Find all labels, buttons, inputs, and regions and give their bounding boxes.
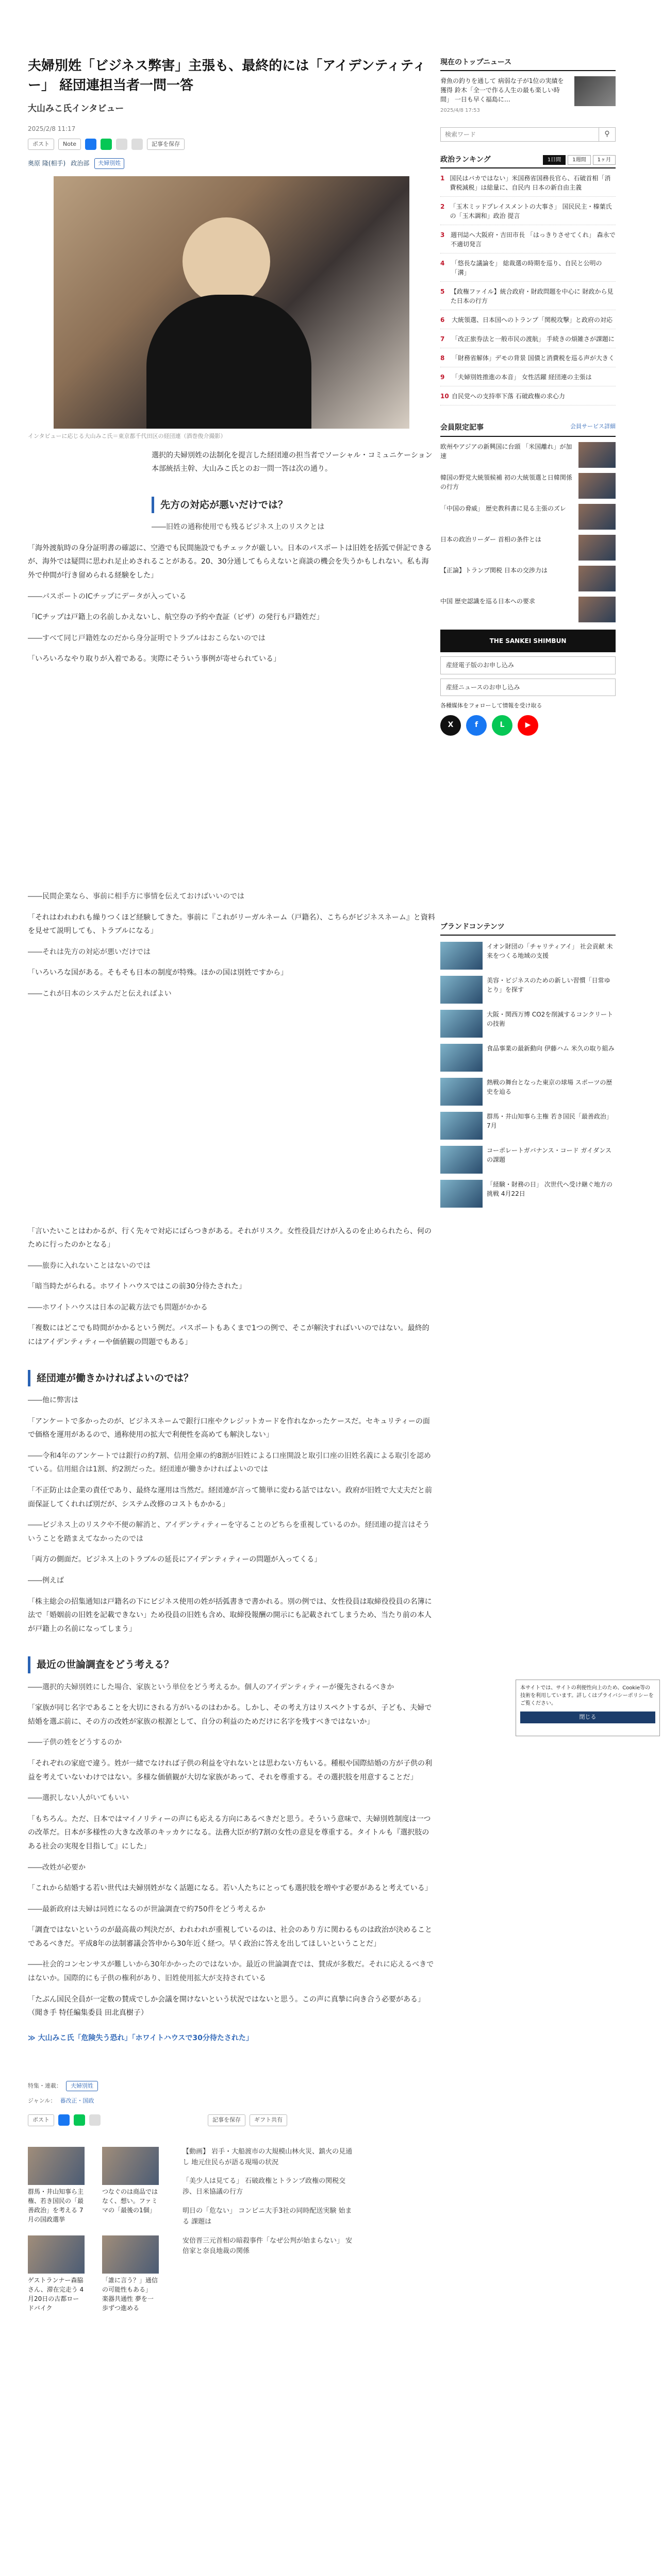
- subscribe-digital-link[interactable]: 産経電子版のお申し込み: [440, 656, 616, 674]
- youtube-icon[interactable]: ▶: [518, 715, 538, 736]
- question: ――旅券に入れないことはないのでは: [28, 1261, 151, 1270]
- facebook-icon[interactable]: f: [466, 715, 487, 736]
- brand-item[interactable]: [440, 1112, 616, 1140]
- answer: 「それはわれわれも繰りつくほど経験してきた。事前に『これがリーガルネーム（戸籍名）、こちらがビジネスネーム』と資料を見せて説明しても、トラブルになる」: [28, 913, 435, 936]
- members-thumb: [578, 442, 616, 468]
- top-news-text: 脅魚の釣りを通して 病弱な子が1位の実績を獲得 鈴木「全一で作る人生の最も楽しい時間」 一日も早く福島に…: [440, 77, 564, 103]
- ranking-text: 週刊誌へ大阪府・吉田市長 「はっきりさせてくれ」 森永で 不適切発言: [451, 231, 616, 248]
- article-date: 2025/2/8 11:17: [28, 125, 76, 133]
- related-thumb: [28, 2235, 85, 2274]
- members-item[interactable]: [440, 442, 616, 468]
- brand-thumb: [440, 976, 483, 1004]
- related-list-item[interactable]: 安倍晋三元首相の暗殺事件「なぜ公判が始まらない」 安倍家と奈良地裁の関係: [183, 2236, 353, 2256]
- answer: 「それぞれの家庭で違う。姓が一緒でなければ子供の利益を守れないとは思わない方もいる。種根や国際結婚の方が子供の利益を考えていないわけではない。多様な価値観が大切な家族があって、それを尊重する。その選択肢を用意することだ」: [28, 1759, 432, 1782]
- related-list: [183, 2147, 353, 2265]
- link-icon[interactable]: [89, 2114, 101, 2126]
- answer: 「言いたいことはわかるが、行く先々で対応にばらつきがある。それがリスク。女性役員だけが入るのを止められたら、何のために行ったのかとなる」: [28, 1227, 432, 1249]
- answer: 「これから結婚する若い世代は夫婦別姓がなく話題になる。若い人たちにとっても選択肢を増やす必要があると考えている」: [28, 1884, 432, 1893]
- ranking-item[interactable]: [440, 392, 616, 405]
- members-box: [440, 422, 616, 736]
- question: ――他に弊害は: [28, 1396, 78, 1404]
- social-icons: [440, 715, 616, 736]
- ranking-item[interactable]: [440, 287, 616, 310]
- ranking-number: 9: [440, 373, 445, 381]
- brand-text: イオン財団の「チャリティアイ」 社会貢献 未来をつくる地域の支援: [487, 942, 613, 959]
- answer: 「もちろん。ただ、日本ではマイノリティーの声にも応える方向にあるべきだと思う。そういう意味で、夫婦別姓制度は一つの改革だ。日本が多様性の大きな改革のキッカケになる。法務大臣が約7割の女性の意見を尊重する。タイトルも『選択肢のある社会の実現を目指して』にした」: [28, 1815, 431, 1851]
- members-text: 韓国の野党大統領候補 初の大統領選と日韓関係の行方: [440, 474, 572, 491]
- members-header: [440, 422, 616, 437]
- brand-item[interactable]: [440, 976, 616, 1004]
- answer: 「たぶん国民全員が一定数の賛成でしか会議を開けないという状況ではないと思う。この声に真摯に向き合う必要がある」（聞き手 特任編集委員 田北真樹子）: [28, 1995, 425, 2018]
- members-text: 【正論】トランプ関税 日本の交渉力は: [440, 567, 548, 574]
- brand-item[interactable]: [440, 942, 616, 970]
- ranking-item[interactable]: [440, 259, 616, 282]
- author-name[interactable]: 奥原 隆(相手): [28, 160, 66, 167]
- ranking-item[interactable]: [440, 353, 616, 367]
- genre-label: ジャンル：: [28, 2097, 56, 2105]
- ranking-text: 大統領選、日本国へのトランプ「関税攻撃」と政府の対応: [452, 316, 613, 324]
- lead-paragraph: 選択的夫婦別姓の法制化を提言した経団連の担当者でソーシャル・コミュニケーション本部統括主幹、大山みこ氏とのお一問一答は次の通り。: [152, 451, 433, 473]
- question: ――改姓が必要か: [28, 1863, 86, 1872]
- ad-space: [28, 1001, 435, 1217]
- related-list-item[interactable]: 「美少人は見てる」 石破政権とトランプ政権の関税交渉、日米協議の行方: [183, 2177, 346, 2196]
- question: ――子供の姓をどうするのか: [28, 1738, 122, 1747]
- members-item[interactable]: [440, 566, 616, 591]
- related-card[interactable]: [28, 2147, 85, 2224]
- brand-item[interactable]: [440, 1078, 616, 1106]
- top-news-card[interactable]: [440, 76, 616, 106]
- brand-item[interactable]: [440, 1010, 616, 1038]
- facebook-icon[interactable]: [85, 139, 96, 150]
- brand-thumb: [440, 1044, 483, 1072]
- genre-value[interactable]: 暮改正・国政: [60, 2097, 94, 2105]
- cookie-close-button[interactable]: 閉じる: [520, 1711, 655, 1723]
- top-news-date: 2025/4/8 17:53: [440, 107, 480, 113]
- photo-caption: インタビューに応じる大山みこ氏＝東京都千代田区の経団連（酒巻俊介撮影）: [28, 433, 226, 440]
- related-list-item[interactable]: 【動画】 岩手・大船渡市の大規模山林火災、鎮火の見通し 地元住民らが語る現場の状況: [183, 2147, 353, 2166]
- ranking-tab-week[interactable]: 1週間: [568, 155, 590, 165]
- gift-share-button[interactable]: ギフト共有: [250, 2114, 287, 2126]
- question: ――ビジネス上のリスクや不便の解消と、アイデンティティーを守ることのどちらを重視しているのか。経団連の提言はそういうことを踏まえてなかったのでは: [28, 1521, 430, 1543]
- ranking-number: 5: [440, 287, 445, 295]
- facebook-icon[interactable]: [58, 2114, 70, 2126]
- members-item[interactable]: [440, 473, 616, 499]
- line-icon[interactable]: [74, 2114, 85, 2126]
- related-card[interactable]: [102, 2235, 159, 2313]
- question: ――これが日本のシステムだと伝えればよい: [28, 989, 172, 998]
- cookie-popup: [516, 1680, 660, 1736]
- related-caption: 「誰に言う？」通信の可能性もある」 楽器共通性 夢を一歩ずつ進める: [102, 2276, 158, 2312]
- members-thumb: [578, 597, 616, 622]
- ranking-header: [440, 154, 616, 168]
- article-photo: [54, 176, 409, 429]
- brand-text: コーポレートガバナンス・コード ガイダンスの課題: [487, 1146, 611, 1163]
- brand-text: 熱戦の舞台となった東京の球場 スポーツの歴史を辿る: [487, 1078, 613, 1095]
- answer: 「家族が同じ名字であることを大切にされる方がいるのはわかる。しかし、その考え方はリスペクトするが、子ども、夫婦で結婚を選ぶ前に、その方の改姓が家族の根源として、自分の利益のためだけに名字を残すべきではないか」: [28, 1704, 432, 1726]
- author-role: 政治部: [71, 160, 90, 167]
- save-article-button-bottom[interactable]: 記事を保存: [208, 2114, 245, 2126]
- subscribe-news-link[interactable]: 産経ニュースのお申し込み: [440, 679, 616, 696]
- question: ――ホワイトハウスは日本の記載方法でも問題がかかる: [28, 1303, 208, 1312]
- ranking-number: 3: [440, 231, 445, 239]
- members-thumb: [578, 473, 616, 499]
- line-icon[interactable]: [101, 139, 112, 150]
- answer: 「複数にはどこでも時間がかかるという例だ。パスポートもあくまで1つの例で、そこが解決すればいいのではない。最終的にはアイデンティティーや価値観の問題でもある」: [28, 1324, 429, 1347]
- cookie-text: 本サイトでは、サイトの利便性向上のため、Cookie等の技術を利用しています。詳しくはプライバシーポリシーをご覧ください。: [520, 1685, 654, 1706]
- genre-row: [28, 2096, 435, 2106]
- ranking-box: [440, 154, 616, 405]
- question: ――最新政府は夫婦は同姓になるのが世論調査で約750件をどう考えるか: [28, 1905, 266, 1913]
- link-icon[interactable]: [116, 139, 127, 150]
- related-list-item[interactable]: 明日の「危ない」 コンビニ大手3社の同時配送実験 始まる 課題は: [183, 2207, 352, 2226]
- answer: 「いろいろな国がある。そもそも日本の制度が特殊。ほかの国は別姓ですから」: [28, 969, 288, 977]
- brand-text: 食品事業の最新動向 伊藤ハム 米久の取り組み: [487, 1044, 615, 1052]
- question: ――選択的夫婦別姓にした場合、家族という単位をどう考えるか。個人のアイデンティティーが優先されるべきか: [28, 1683, 394, 1691]
- ranking-number: 2: [440, 202, 445, 210]
- question: ――例えば: [28, 1576, 64, 1585]
- brand-thumb: [440, 1112, 483, 1140]
- answer: 「両方の側面だ。ビジネス上のトラブルの延長にアイデンティティーの問題が入ってくる」: [28, 1555, 322, 1564]
- topic-tag[interactable]: 夫婦別姓: [94, 158, 124, 169]
- ranking-item[interactable]: [440, 315, 616, 329]
- ranking-text: 国民はバカではない」米国務省国務長官ら、石破首相「消費税減税」は総量に、自民内 日本の新自由主義: [450, 174, 611, 191]
- top-news-box: [440, 57, 616, 115]
- members-text: 日本の政治リーダー 首相の条件とは: [440, 536, 541, 544]
- line-icon[interactable]: L: [492, 715, 512, 736]
- tag-row: [28, 2081, 435, 2092]
- answer: 「ICチップは戸籍上の名前しかえないし、航空券の予約や査証（ビザ）の発行も戸籍姓だ」: [28, 613, 324, 622]
- related-caption: ゲストランナー森脇さん、滞在完走う 4月20日の古都ロードバイク: [28, 2276, 84, 2312]
- photo-body: [146, 295, 311, 429]
- members-thumb: [578, 504, 616, 530]
- members-list: [440, 442, 616, 622]
- brand-item[interactable]: [440, 1146, 616, 1174]
- members-text: 欧州やアジアの新興国に台頭 「米国離れ」が加速: [440, 443, 572, 460]
- members-more-link[interactable]: 会員サービス詳細: [570, 422, 616, 430]
- ranking-number: 7: [440, 335, 445, 343]
- note-button[interactable]: Note: [58, 139, 81, 150]
- section-heading-3: 最近の世論調査をどう考える？: [28, 1656, 435, 1673]
- sankei-banner[interactable]: THE SANKEI SHIMBUN: [440, 630, 616, 652]
- brand-thumb: [440, 1146, 483, 1174]
- brand-item[interactable]: [440, 1044, 616, 1072]
- photo-face: [183, 217, 270, 305]
- related-thumb: [28, 2147, 85, 2185]
- search-box: [440, 127, 616, 142]
- answer: 「暗当時たがられる。ホワイトハウスではこの前30分待たされた」: [28, 1282, 246, 1291]
- print-icon[interactable]: [131, 139, 143, 150]
- members-text: 「中国の脅威」 歴史教科書に見る主張のズレ: [440, 505, 566, 513]
- brand-text: 群馬・井山知事ら主権 若き国民「最善政治」 7月: [487, 1112, 613, 1129]
- question: ――社会的コンセンサスが難しいから30年かかったのではないか。最近の世論調査では、賛成が多数だ。それに応えるべきではないか。国際的にも子供の権利があり、旧姓使用拡大が支持されている: [28, 1960, 434, 1983]
- article-title: 夫婦別姓「ビジネス弊害」主張も、最終的には「アイデンティティー」 経団連担当者一問一答: [28, 58, 426, 93]
- social-label: 各種媒体をフォローして情報を受け取る: [440, 702, 542, 709]
- share-bar: [28, 139, 435, 150]
- ranking-text: 「玉木ミッドプレイスメントの大事さ」 国民民主・榛葉氏の「玉木調和」政治 提言: [450, 202, 612, 219]
- ranking-number: 4: [440, 259, 445, 267]
- search-form: [440, 127, 616, 142]
- top-news-heading: 現在のトップニュース: [440, 57, 616, 71]
- ranking-number: 10: [440, 392, 449, 400]
- post-button-bottom[interactable]: ポスト: [28, 2114, 54, 2126]
- tag-value[interactable]: 夫婦別姓: [66, 2081, 98, 2092]
- question: ――パスポートのICチップにデータが入っている: [28, 592, 187, 601]
- members-thumb: [578, 535, 616, 561]
- question: ――令和4年のアンケートでは銀行の約7割、信用金庫の約8割が旧姓による口座開設と取引口座の旧姓名義による取引を認めている。信用組合は1割、約2割だった。経団連が働きかければよいのでは: [28, 1451, 431, 1474]
- ranking-item[interactable]: [440, 230, 616, 253]
- ranking-text: 自民党への支持率下落 石破政権の求心力: [452, 392, 565, 400]
- ranking-text: 「夫婦別姓推進の本音」 女性活躍 経団連の主張は: [452, 373, 592, 381]
- ranking-text: 「改正旅券法と一般市民の渡航」 手続きの煩雑さが課題に: [452, 335, 615, 343]
- related-card[interactable]: [28, 2235, 85, 2313]
- question: ――選択しない人がいてもいい: [28, 1794, 129, 1803]
- ranking-item[interactable]: [440, 334, 616, 348]
- brand-heading: ブランドコンテンツ: [440, 921, 616, 936]
- question: ――旧姓の通称使用でも残るビジネス上のリスクとは: [152, 523, 325, 532]
- brand-thumb: [440, 1180, 483, 1208]
- answer: 「調査ではないというのが最高裁の判決だが、われわれが重視しているのは、社会のあり方に関わるものは政治が決めることであるべきだ。平成8年の法制審議会答申から30年近く経つ。早く政治に答えを出してほしいということだ」: [28, 1926, 432, 1948]
- ranking-heading: 政治ランキング: [440, 155, 491, 164]
- question: ――それは先方の対応が悪いだけでは: [28, 947, 151, 956]
- question: ――すべて同じ戸籍姓なのだから身分証明でトラブルはおこらないのでは: [28, 634, 266, 642]
- ranking-item[interactable]: [440, 174, 616, 197]
- ranking-text: 「財務省解体」デモの背景 国債と消費税を巡る声が大きく: [452, 354, 615, 362]
- brand-thumb: [440, 1010, 483, 1038]
- section-heading-2: 経団連が働きかければよいのでは？: [28, 1370, 435, 1386]
- top-news-thumb: [574, 76, 616, 106]
- brand-box: [440, 921, 616, 1208]
- ranking-text: 【政権ファイル】統合政府・財政問題を中心に 財政から見た日本の行方: [450, 287, 614, 304]
- save-article-button[interactable]: 記事を保存: [147, 139, 185, 150]
- members-heading: 会員限定記事: [440, 423, 484, 432]
- brand-text: 大阪・関西万博 CO2を削減するコンクリートの技術: [487, 1010, 614, 1027]
- related-caption: つなぐのは商品ではなく、想い。ファミマの「最後の1個」: [102, 2188, 158, 2214]
- ranking-tabs: [543, 155, 616, 165]
- related-thumb: [102, 2147, 159, 2185]
- question: ――民間企業なら、事前に相手方に事情を伝えておけばいいのでは: [28, 892, 244, 901]
- brand-item[interactable]: [440, 1180, 616, 1208]
- answer: 「いろいろなやり取りが入着である。実際にそういう事例が寄せられている」: [28, 655, 280, 664]
- answer: 「株主総会の招集通知は戸籍名の下にビジネス使用の姓が括弧書きで書かれる。別の例では、女性役員は取締役役員の名簿に法で「婚姻前の旧姓を記載できない」ため役員の旧姓も含め、取締役報酬の開示にも記載されてしまうため、当たり前の本人が戸籍上の名前になってしまう」: [28, 1597, 432, 1633]
- tag-label: 特集・連載：: [28, 2082, 62, 2089]
- ranking-tab-month[interactable]: 1ヶ月: [593, 155, 616, 165]
- sidebar: [440, 57, 616, 1220]
- post-button[interactable]: ポスト: [28, 139, 54, 150]
- ranking-text: 「悠長な議論を」 総裁選の時期を巡り、自民と公明の「溝」: [451, 259, 602, 276]
- answer: 「アンケートで多かったのが、ビジネスネームで銀行口座やクレジットカードを作れなかったケースだ。セキュリティーの面で価格を運用があるので、通称使用の拡大で利便性を高めても解決しない」: [28, 1417, 430, 1439]
- ranking-number: 1: [440, 174, 445, 182]
- ranking-item[interactable]: [440, 372, 616, 386]
- members-text: 中国 歴史認識を巡る日本への要求: [440, 598, 535, 605]
- members-item[interactable]: [440, 504, 616, 530]
- related-card[interactable]: [102, 2147, 159, 2224]
- members-item[interactable]: [440, 535, 616, 561]
- search-icon[interactable]: ⚲: [599, 128, 615, 141]
- ranking-number: 8: [440, 354, 445, 362]
- search-input[interactable]: [441, 128, 599, 141]
- related-section: [28, 2147, 435, 2313]
- related-thumb: [102, 2235, 159, 2274]
- brand-list: [440, 942, 616, 1208]
- section-heading-1: 先方の対応が悪いだけでは？: [152, 497, 435, 513]
- x-icon[interactable]: X: [440, 715, 461, 736]
- ranking-number: 6: [440, 316, 445, 324]
- bottom-share-bar: [28, 2114, 435, 2126]
- related-caption: 群馬・井山知事ら主権、若き国民の「最善政治」を考える 7月の国政選挙: [28, 2188, 84, 2223]
- article-subtitle: 大山みこ氏インタビュー: [28, 104, 124, 114]
- brand-text: 「経験・財務の日」 次世代へ受け継ぐ地方の挑戦 4月22日: [487, 1180, 613, 1197]
- author-row: [28, 158, 435, 169]
- answer: 「不正防止は企業の責任であり、最終な運用は当然だ。経団連が言って簡単に変わる話ではない。政府が旧姓で大丈夫だと前面保証してくれれば別だが、システム改修のコストもかかる」: [28, 1486, 432, 1509]
- ranking-tab-day[interactable]: 1日間: [543, 155, 566, 165]
- answer: 「海外渡航時の身分証明書の確認に、空港でも民間施設でもチェックが厳しい。日本のパスポートは旧姓を括弧で併記できるが、海外では疑問に思われ足止めされることがある。20、30分通してもらえないと商談の機会を失うかもしれない。私も海外で仲間が行き留められる経験をした」: [28, 544, 432, 580]
- ad-space: [28, 666, 435, 883]
- article-main: [28, 57, 435, 2313]
- related-article-link[interactable]: ≫ 大山みこ氏「危険失う恐れ」「ホワイトハウスで30分待たされた」: [28, 2033, 253, 2042]
- brand-text: 美容・ビジネスのための新しい習慣「日常ゆとり」を探す: [487, 976, 610, 993]
- brand-thumb: [440, 942, 483, 970]
- ranking-list: [440, 174, 616, 405]
- ranking-item[interactable]: [440, 202, 616, 225]
- members-item[interactable]: [440, 597, 616, 622]
- members-thumb: [578, 566, 616, 591]
- brand-thumb: [440, 1078, 483, 1106]
